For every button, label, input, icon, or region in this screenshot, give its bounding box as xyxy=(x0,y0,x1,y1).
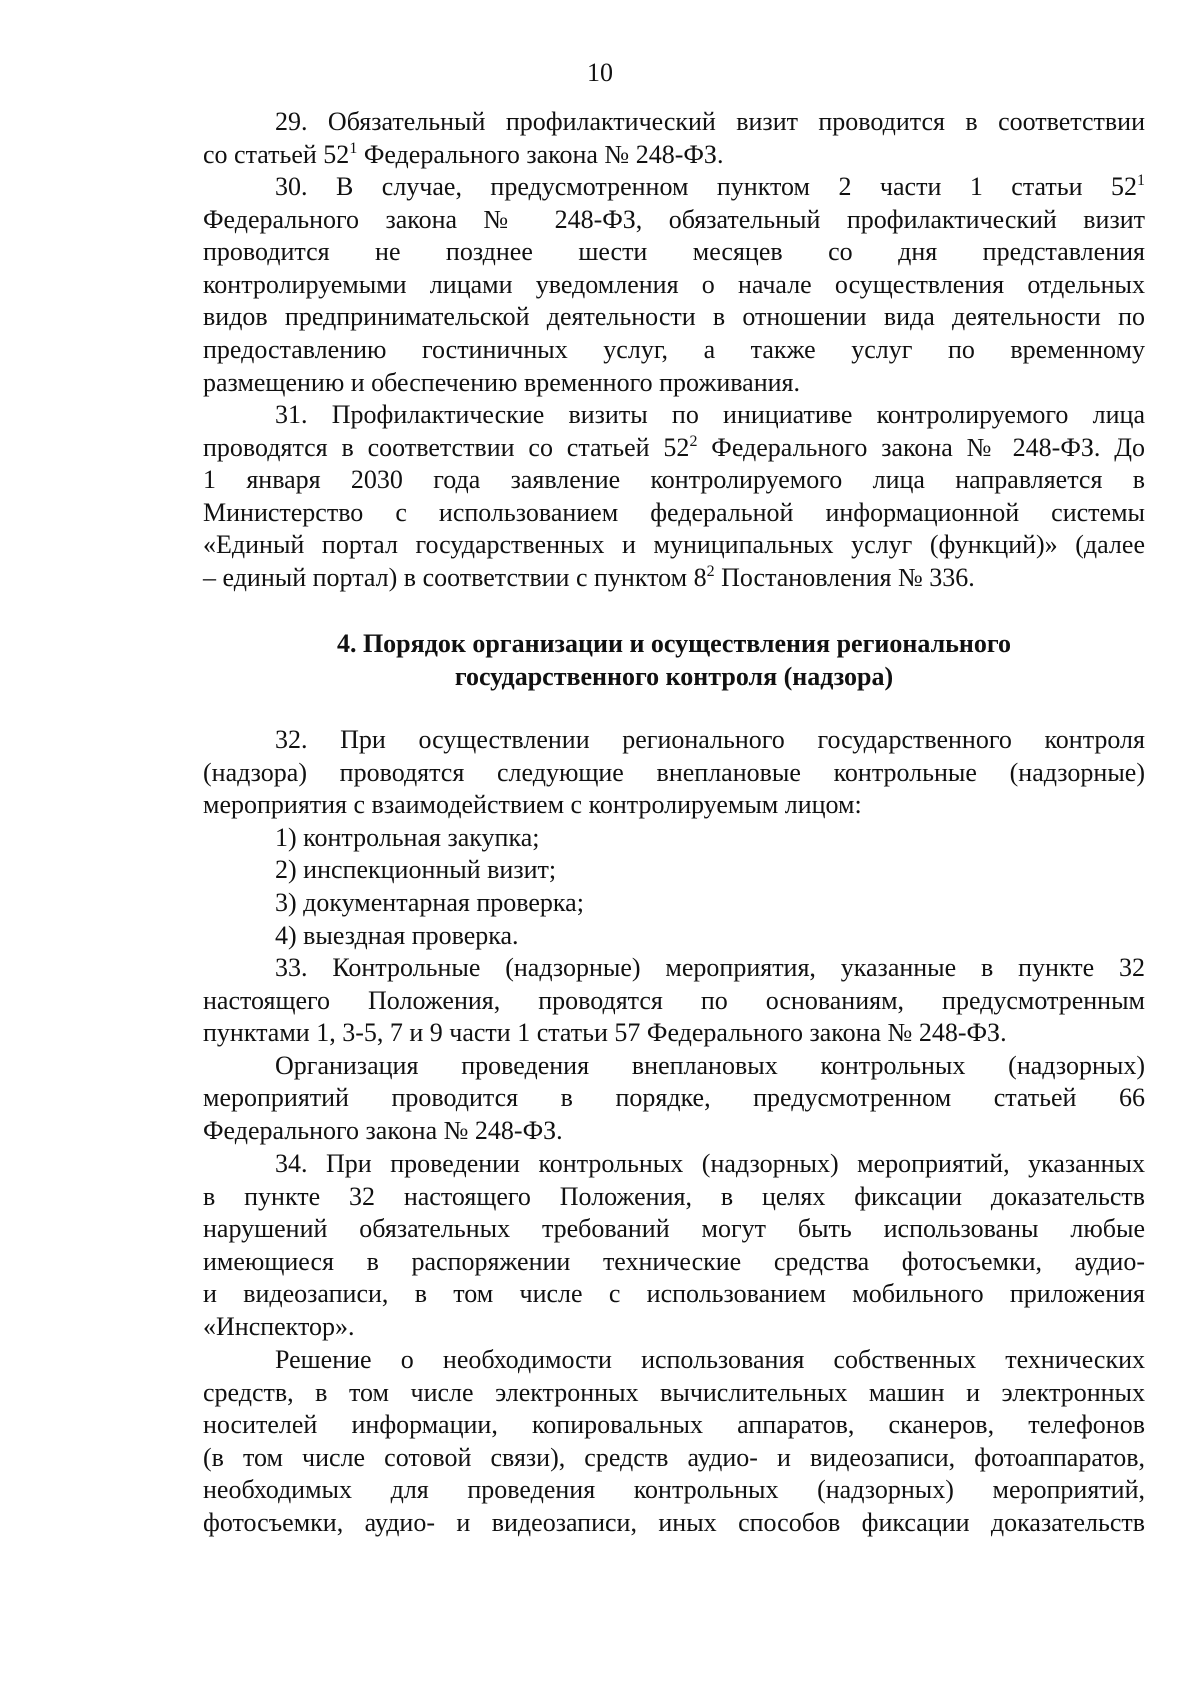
paragraph-29 xyxy=(203,106,1145,171)
paragraph-34-continued xyxy=(203,1344,1145,1540)
text-line: 30. В случае, предусмотренном пунктом 2 части 1 статьи $52^1$ xyxy=(275,172,1145,201)
text-line: (в том числе сотовой связи), средств аудио- и видеозаписи, фотоаппаратов, xyxy=(203,1442,1145,1472)
text-line: пунктами 1, 3-5, 7 и 9 части 1 статьи 57 Федерального закона № 248-ФЗ. xyxy=(203,1018,1007,1048)
text-line: – единый портал) в соответствии с пунктом $8^2$ Постановления № 336. xyxy=(203,562,975,592)
text-line: в пункте 32 настоящего Положения, в целях фиксации доказательств xyxy=(203,1181,1145,1211)
text-line: со статьей $52^1$ Федерального закона № 248-ФЗ. xyxy=(203,139,724,169)
text-line: проводится не позднее шести месяцев со дня представления xyxy=(203,237,1145,267)
text-line: настоящего Положения, проводятся по основаниям, предусмотренным xyxy=(203,985,1145,1015)
text-line: «Инспектор». xyxy=(203,1311,355,1341)
text-line: и видеозаписи, в том числе с использованием мобильного приложения xyxy=(203,1279,1145,1309)
paragraph-30 xyxy=(203,171,1145,399)
paragraph-31 xyxy=(203,399,1145,595)
paragraph-34 xyxy=(203,1148,1145,1344)
paragraph-33 xyxy=(203,952,1145,1148)
paragraph-32 xyxy=(203,724,1145,952)
text-line: Организация проведения внеплановых контрольных (надзорных) xyxy=(275,1050,1145,1080)
text-line: размещению и обеспечению временного проживания. xyxy=(203,367,801,397)
text-line: 1 января 2030 года заявление контролируемого лица направляется в xyxy=(203,465,1145,495)
list-item: 3) документарная проверка; xyxy=(275,887,584,917)
text-line: фотосъемки, аудио- и видеозаписи, иных способов фиксации доказательств xyxy=(203,1507,1145,1537)
text-line: Федерального закона № 248-ФЗ, обязательный профилактический визит xyxy=(203,204,1145,234)
text-line: Федерального закона № 248-ФЗ. xyxy=(203,1115,563,1145)
text-line: контролируемыми лицами уведомления о начале осуществления отдельных xyxy=(203,269,1145,299)
text-line: предоставлению гостиничных услуг, а также услуг по временному xyxy=(203,334,1145,364)
text-line: необходимых для проведения контрольных (надзорных) мероприятий, xyxy=(203,1475,1145,1505)
text-line: 31. Профилактические визиты по инициативе контролируемого лица xyxy=(275,400,1145,429)
text-line: Решение о необходимости использования собственных технических xyxy=(275,1345,1145,1374)
text-line: средств, в том числе электронных вычислительных машин и электронных xyxy=(203,1377,1145,1407)
page-number: 10 xyxy=(587,58,613,87)
text-line: проводятся в соответствии со статьей $52^2$ Федерального закона № 248-ФЗ. До xyxy=(203,432,1145,462)
list-item: 4) выездная проверка. xyxy=(275,920,519,950)
section-title-line: государственного контроля (надзора) xyxy=(454,662,894,691)
text-line: 33. Контрольные (надзорные) мероприятия, указанные в пункте 32 xyxy=(275,953,1145,982)
list-item: 2) инспекционный визит; xyxy=(275,855,557,885)
text-line: носителей информации, копировальных аппаратов, сканеров, телефонов xyxy=(203,1410,1145,1440)
text-line: нарушений обязательных требований могут быть использованы любые xyxy=(203,1214,1145,1244)
text-line: видов предпринимательской деятельности в отношении вида деятельности по xyxy=(203,302,1145,332)
text-line: 34. При проведении контрольных (надзорных) мероприятий, указанных xyxy=(275,1149,1145,1178)
text-line: (надзора) проводятся следующие внеплановые контрольные (надзорные) xyxy=(203,757,1145,787)
text-line: 32. При осуществлении регионального государственного контроля xyxy=(275,725,1145,754)
text-line: 29. Обязательный профилактический визит проводится в соответствии xyxy=(275,107,1145,136)
section-heading xyxy=(203,627,1145,693)
text-line: имеющиеся в распоряжении технические средства фотосъемки, аудио- xyxy=(203,1246,1145,1276)
section-title-line: 4. Порядок организации и осуществления регионального xyxy=(336,629,1012,658)
text-line: мероприятия с взаимодействием с контролируемым лицом: xyxy=(203,790,862,820)
text-line: «Единый портал государственных и муниципальных услуг (функций)» (далее xyxy=(203,530,1145,560)
text-line: мероприятий проводится в порядке, предусмотренном статьей 66 xyxy=(203,1083,1145,1113)
text-line: Министерство с использованием федеральной информационной системы xyxy=(203,497,1145,527)
list-item: 1) контрольная закупка; xyxy=(275,822,540,852)
